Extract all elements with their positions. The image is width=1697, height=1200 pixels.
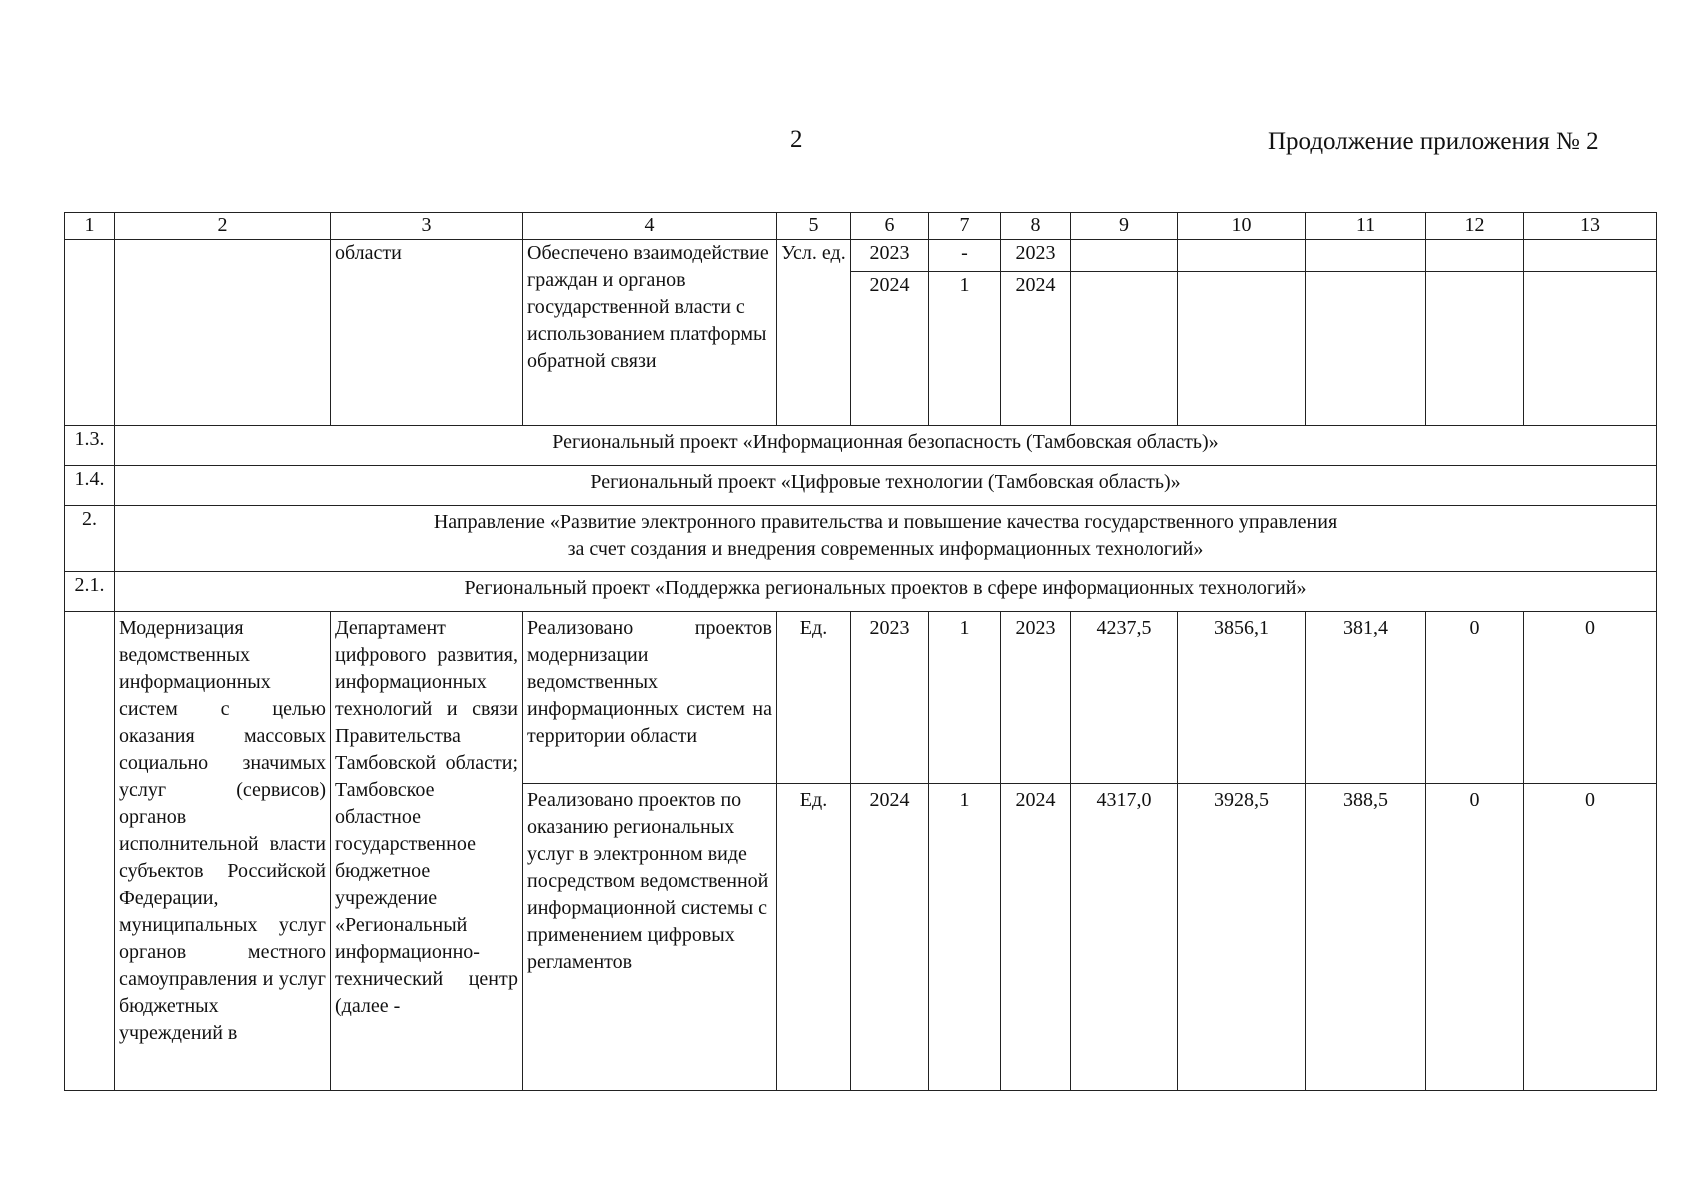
header-cell: 7 bbox=[929, 213, 1001, 240]
appendix-title: Продолжение приложения № 2 bbox=[1268, 128, 1599, 155]
section-title: Региональный проект «Информационная безопасность (Тамбовская область)» bbox=[115, 426, 1657, 466]
section-row bbox=[65, 426, 1657, 466]
cell-col6: 2023 bbox=[851, 612, 929, 784]
cell-indicator: Обеспечено взаимодействие граждан и органов государственной власти с использованием платформы обратной связи bbox=[523, 240, 777, 426]
header-cell: 9 bbox=[1071, 213, 1178, 240]
table-row bbox=[65, 612, 1657, 784]
cell-col12: 0 bbox=[1426, 784, 1524, 1091]
cell-col7: - bbox=[929, 240, 1001, 272]
header-cell: 11 bbox=[1306, 213, 1426, 240]
cell-col13 bbox=[1524, 240, 1657, 272]
section-title: Региональный проект «Поддержка региональных проектов в сфере информационных технологий» bbox=[115, 572, 1657, 612]
cell-col11: 381,4 bbox=[1306, 612, 1426, 784]
cell-indicator: Реализовано проектов модернизации ведомственных информационных систем на территории области bbox=[523, 612, 777, 784]
cell-unit: Усл. ед. bbox=[777, 240, 851, 426]
cell-col10 bbox=[1178, 272, 1306, 426]
header-cell: 1 bbox=[65, 213, 115, 240]
section-number: 2. bbox=[65, 506, 115, 572]
cell-col11 bbox=[1306, 240, 1426, 272]
header-row bbox=[65, 213, 1657, 240]
cell-col9 bbox=[1071, 240, 1178, 272]
cell-col10: 3856,1 bbox=[1178, 612, 1306, 784]
cell-col12 bbox=[1426, 240, 1524, 272]
header-cell: 10 bbox=[1178, 213, 1306, 240]
cell-col11 bbox=[1306, 272, 1426, 426]
section-number: 1.3. bbox=[65, 426, 115, 466]
page-number: 2 bbox=[790, 126, 803, 153]
cell-col13 bbox=[1524, 272, 1657, 426]
section-title: Региональный проект «Цифровые технологии (Тамбовская область)» bbox=[115, 466, 1657, 506]
header-cell: 6 bbox=[851, 213, 929, 240]
cell-executor: Департамент цифрового развития, информационных технологий и связи Правительства Тамбовской области; Тамбовское областное государственное бюджетное учреждение «Региональный информационно-технический центр (далее - bbox=[331, 612, 523, 1091]
header-cell: 13 bbox=[1524, 213, 1657, 240]
header-cell: 8 bbox=[1001, 213, 1071, 240]
cell-unit: Ед. bbox=[777, 784, 851, 1091]
section-number: 1.4. bbox=[65, 466, 115, 506]
cell-col1 bbox=[65, 240, 115, 426]
cell-col3: области bbox=[331, 240, 523, 426]
section-number: 2.1. bbox=[65, 572, 115, 612]
cell-col8: 2023 bbox=[1001, 612, 1071, 784]
cell-col10: 3928,5 bbox=[1178, 784, 1306, 1091]
section-title-line: за счет создания и внедрения современных информационных технологий» bbox=[567, 538, 1204, 560]
cell-col9: 4237,5 bbox=[1071, 612, 1178, 784]
cell-col6: 2023 bbox=[851, 240, 929, 272]
section-row bbox=[65, 466, 1657, 506]
cell-col2 bbox=[115, 240, 331, 426]
cell-col9: 4317,0 bbox=[1071, 784, 1178, 1091]
cell-col12 bbox=[1426, 272, 1524, 426]
table-row bbox=[65, 240, 1657, 272]
cell-unit: Ед. bbox=[777, 612, 851, 784]
cell-indicator: Реализовано проектов по оказанию региональных услуг в электронном виде посредством ведомственной информационной системы с применением цифровых регламентов bbox=[523, 784, 777, 1091]
cell-col1 bbox=[65, 612, 115, 1091]
header-cell: 5 bbox=[777, 213, 851, 240]
cell-col13: 0 bbox=[1524, 784, 1657, 1091]
section-row bbox=[65, 572, 1657, 612]
cell-col9 bbox=[1071, 272, 1178, 426]
data-table bbox=[64, 212, 1657, 1091]
cell-col7: 1 bbox=[929, 612, 1001, 784]
section-title-line: Направление «Развитие электронного правительства и повышение качества государственного управления bbox=[433, 511, 1338, 533]
cell-col6: 2024 bbox=[851, 784, 929, 1091]
cell-col8: 2024 bbox=[1001, 272, 1071, 426]
header-cell: 3 bbox=[331, 213, 523, 240]
header-cell: 2 bbox=[115, 213, 331, 240]
cell-col11: 388,5 bbox=[1306, 784, 1426, 1091]
section-row bbox=[65, 506, 1657, 572]
cell-col10 bbox=[1178, 240, 1306, 272]
cell-col6: 2024 bbox=[851, 272, 929, 426]
cell-col13: 0 bbox=[1524, 612, 1657, 784]
cell-col8: 2023 bbox=[1001, 240, 1071, 272]
cell-col7: 1 bbox=[929, 272, 1001, 426]
header-cell: 12 bbox=[1426, 213, 1524, 240]
cell-col12: 0 bbox=[1426, 612, 1524, 784]
section-title bbox=[115, 506, 1657, 572]
cell-activity: Модернизация ведомственных информационных систем с целью оказания массовых социально значимых услуг (сервисов) органов исполнительной власти субъектов Российской Федерации, муниципальных услуг органов местного самоуправления и услуг бюджетных учреждений в bbox=[115, 612, 331, 1091]
cell-col7: 1 bbox=[929, 784, 1001, 1091]
cell-col8: 2024 bbox=[1001, 784, 1071, 1091]
header-cell: 4 bbox=[523, 213, 777, 240]
